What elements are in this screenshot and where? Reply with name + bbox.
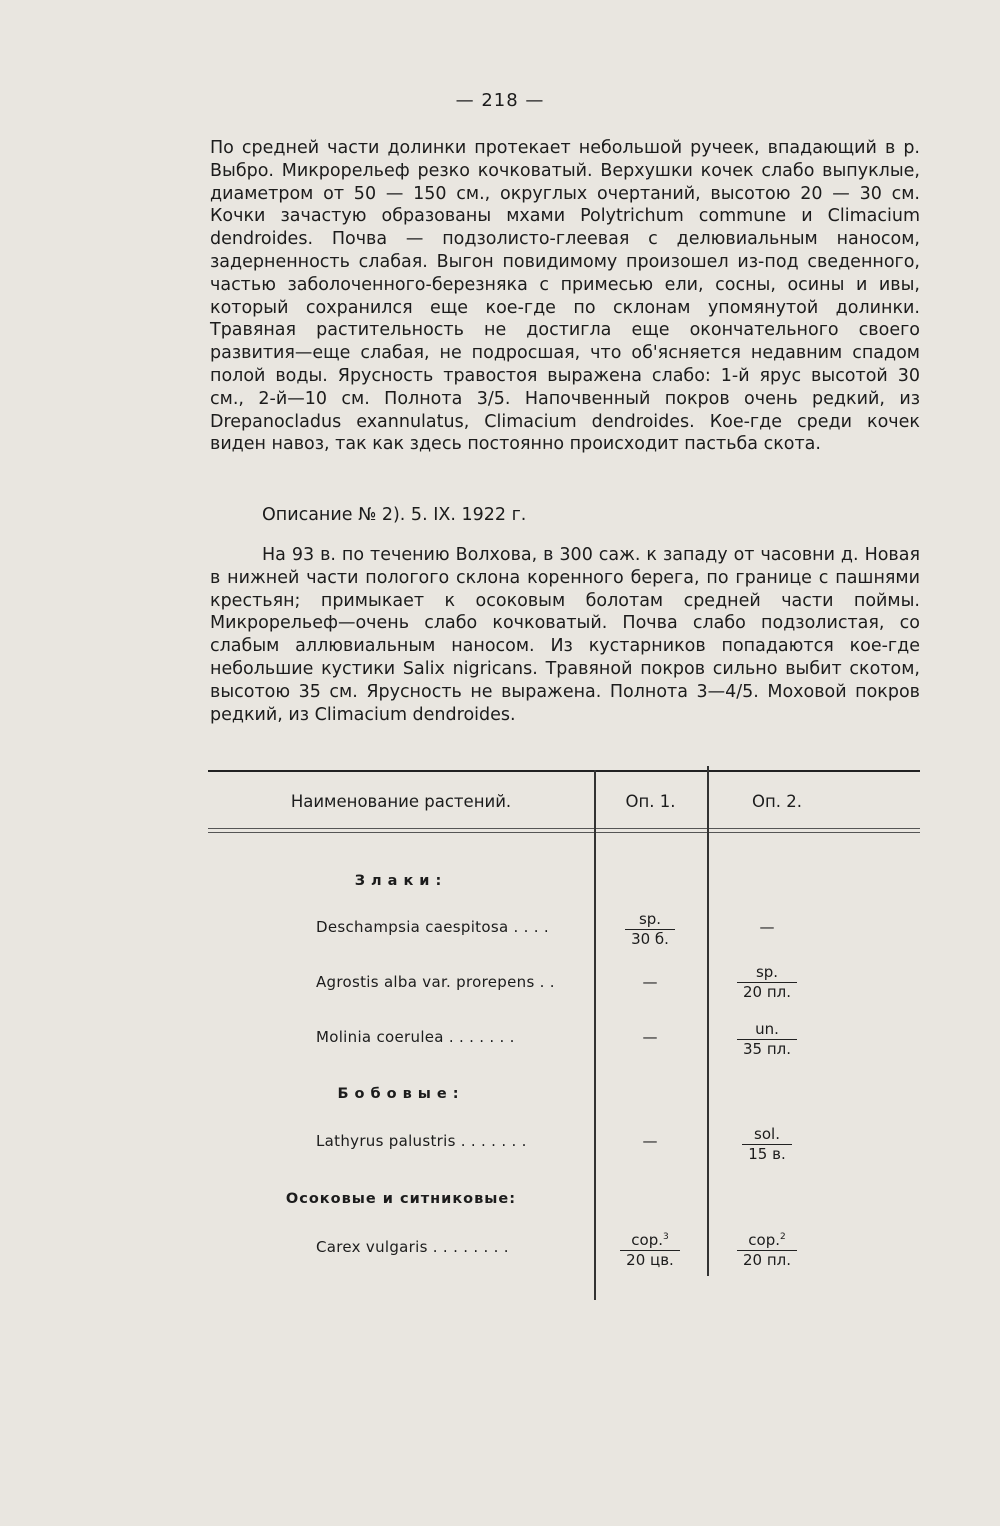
cell-dash: — xyxy=(642,973,658,991)
section-sedges: Осоковые и ситниковые: xyxy=(285,1191,517,1207)
cell-numerator: un. xyxy=(737,1020,797,1040)
table-cell-op1 xyxy=(594,1228,706,1270)
table-cell-op1 xyxy=(594,1132,706,1150)
cell-denominator: 30 б. xyxy=(631,930,669,948)
page-number: — 218 — xyxy=(455,90,545,111)
table-cell-op2 xyxy=(707,918,827,936)
cell-dash: — xyxy=(759,918,775,936)
table-row-name: Molinia coerulea . . . . . . . xyxy=(316,1028,515,1046)
header-rule-1 xyxy=(208,828,920,829)
species-table xyxy=(208,766,920,1306)
cell-denominator: 20 пл. xyxy=(742,1251,792,1269)
cell-numerator: sp. xyxy=(737,963,797,983)
table-row-name: Deschampsia caespitosa . . . . xyxy=(316,918,549,936)
cell-dash: — xyxy=(642,1028,658,1046)
table-top-rule xyxy=(208,770,920,772)
cell-denominator: 20 пл. xyxy=(742,983,792,1001)
table-row-name: Carex vulgaris . . . . . . . . xyxy=(316,1238,509,1256)
cell-numerator: sol. xyxy=(742,1125,791,1145)
table-cell-op2 xyxy=(707,1125,827,1164)
table-cell-op1 xyxy=(594,1028,706,1046)
cell-denominator: 15 в. xyxy=(748,1145,786,1163)
paragraph-2: На 93 в. по течению Волхова, в 300 саж. к западу от часовни д. Новая в нижней части пологого склона коренного берега, по границе с пашнями крестьян; примыкает к осоковым болотам средней части поймы. Микрорельеф—очень слабо кочковатый. Почва слабо подзолистая, со слабым аллювиальным наносом. Из кустарников попадаются кое-где небольшие кустики Salix nigricans. Травяной покров сильно выбит скотом, высотою 35 см. Ярусность не выражена. Полнота 3—4/5. Моховой покров редкий, из Climacium dendroides. xyxy=(210,545,920,725)
header-rule-2 xyxy=(208,832,920,833)
table-row-name: Agrostis alba var. prorepens . . xyxy=(316,973,555,991)
cell-superscript: 3 xyxy=(662,1232,669,1242)
table-cell-op2 xyxy=(707,1020,827,1059)
cell-numerator: cop. xyxy=(631,1231,663,1249)
table-cell-op2 xyxy=(707,1228,827,1270)
paragraph-1: По средней части долинки протекает небольшой ручеек, впадающий в р. Выбро. Микрорельеф резко кочковатый. Верхушки кочек слабо выпуклые, диаметром от 50 — 150 см., округлых очертаний, высотою 20 — 30 см. Кочки зачастую образованы мхами Polytrichum commune и Climacium dendroides. Почва — подзолисто-глеевая с делювиальным наносом, задерненность слабая. Выгон повидимому произошел из-под сведенного, частью заболоченного-березняка с примесью ели, сосны, осины и ивы, который сохранился еще кое-где по склонам упомянутой долинки. Травяная растительность не достигла еще окончательного своего развития—еще слабая, не подросшая, что об'ясняется недавним спадом полой воды. Ярусность травостоя выражена слабо: 1-й ярус высотой 30 см., 2-й—10 см. Полнота 3/5. Напочвенный покров очень редкий, из Drepanocladus exannulatus, Climacium dendroides. Кое-где среди кочек виден навоз, так как здесь постоянно происходит пастьба скота. xyxy=(210,138,920,455)
cell-denominator: 35 пл. xyxy=(742,1040,792,1058)
header-op1: Оп. 1. xyxy=(625,792,676,811)
section-legumes: Бобовые: xyxy=(337,1086,465,1102)
table-cell-op1 xyxy=(594,910,706,949)
header-plants: Наименование растений. xyxy=(290,792,512,811)
cell-numerator: cop. xyxy=(748,1231,780,1249)
cell-superscript: 2 xyxy=(779,1232,786,1242)
section-grasses: Злаки: xyxy=(354,873,448,889)
cell-denominator: 20 цв. xyxy=(626,1251,674,1269)
header-op2: Оп. 2. xyxy=(751,792,802,811)
table-cell-op1 xyxy=(594,973,706,991)
table-row-name: Lathyrus palustris . . . . . . . xyxy=(316,1132,527,1150)
table-cell-op2 xyxy=(707,963,827,1002)
cell-dash: — xyxy=(642,1132,658,1150)
cell-numerator: sp. xyxy=(625,910,675,930)
description-heading: Описание № 2). 5. IX. 1922 г. xyxy=(262,505,527,525)
